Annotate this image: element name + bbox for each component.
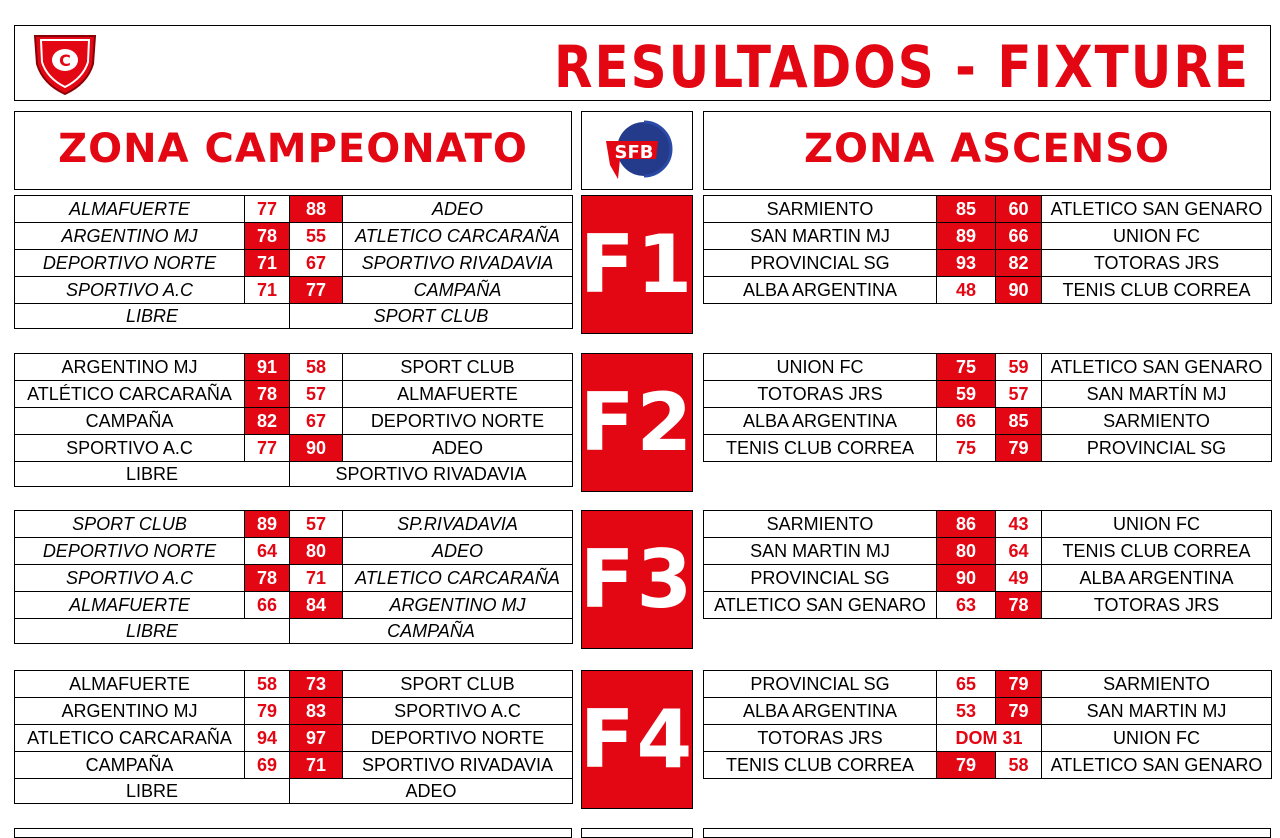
federation-logo: [598, 115, 678, 187]
away-team: ATLETICO CARCARAÑA: [343, 565, 573, 592]
away-score: 60: [996, 196, 1042, 223]
away-team: SAN MARTÍN MJ: [1042, 381, 1272, 408]
home-team: ALMAFUERTE: [15, 671, 245, 698]
home-score: 69: [245, 752, 290, 779]
match-row: [15, 671, 573, 698]
home-team: ALMAFUERTE: [15, 196, 245, 223]
away-team: SPORT CLUB: [343, 671, 573, 698]
home-team: ARGENTINO MJ: [15, 698, 245, 725]
home-score: 90: [937, 565, 996, 592]
home-score: 66: [245, 592, 290, 619]
away-team: SPORTIVO A.C: [343, 698, 573, 725]
libre-table-f1: [14, 303, 573, 329]
club-shield-logo: [29, 30, 101, 96]
match-row: [704, 435, 1272, 462]
home-team: TENIS CLUB CORREA: [704, 435, 937, 462]
libre-label: LIBRE: [15, 779, 290, 804]
home-score: 77: [245, 196, 290, 223]
match-row: [15, 277, 573, 304]
home-score: 75: [937, 354, 996, 381]
away-team: ATLETICO CARCARAÑA: [343, 223, 573, 250]
away-team: SARMIENTO: [1042, 671, 1272, 698]
zona-ascenso-title: ZONA ASCENSO: [803, 126, 1171, 172]
away-team: ARGENTINO MJ: [343, 592, 573, 619]
round-label-f2: F2: [581, 353, 693, 492]
home-team: TOTORAS JRS: [704, 381, 937, 408]
home-team: SPORTIVO A.C: [15, 435, 245, 462]
libre-team: ADEO: [290, 779, 573, 804]
home-team: SAN MARTIN MJ: [704, 223, 937, 250]
away-team: PROVINCIAL SG: [1042, 435, 1272, 462]
away-team: SARMIENTO: [1042, 408, 1272, 435]
home-score: 89: [245, 511, 290, 538]
home-team: DEPORTIVO NORTE: [15, 250, 245, 277]
home-score: 77: [245, 435, 290, 462]
away-score: 67: [290, 250, 343, 277]
away-score: 64: [996, 538, 1042, 565]
home-team: PROVINCIAL SG: [704, 671, 937, 698]
away-team: SPORTIVO RIVADAVIA: [343, 752, 573, 779]
home-score: 63: [937, 592, 996, 619]
away-score: 79: [996, 671, 1042, 698]
match-row: [704, 196, 1272, 223]
match-row: [704, 354, 1272, 381]
home-team: DEPORTIVO NORTE: [15, 538, 245, 565]
federation-logo-box: [581, 111, 693, 190]
match-row: [15, 250, 573, 277]
libre-label: LIBRE: [15, 619, 290, 644]
page-title: RESULTADOS - FIXTURE: [553, 34, 1250, 101]
away-team: ADEO: [343, 538, 573, 565]
away-team: TOTORAS JRS: [1042, 592, 1272, 619]
home-score: 58: [245, 671, 290, 698]
away-score: 79: [996, 698, 1042, 725]
match-row: [15, 354, 573, 381]
match-row: [15, 223, 573, 250]
home-team: CAMPAÑA: [15, 408, 245, 435]
home-team: CAMPAÑA: [15, 752, 245, 779]
match-row: [704, 277, 1272, 304]
match-row: [15, 381, 573, 408]
round-label-f3: F3: [581, 510, 693, 649]
home-score: 53: [937, 698, 996, 725]
home-score: 71: [245, 250, 290, 277]
libre-row: [15, 619, 573, 644]
campeonato-table-f3: [14, 510, 573, 619]
home-team: SPORT CLUB: [15, 511, 245, 538]
club-logo-letter: C: [59, 51, 71, 70]
campeonato-table-f2: [14, 353, 573, 462]
away-team: ATLETICO SAN GENARO: [1042, 196, 1272, 223]
next-round-stub-right: [703, 828, 1271, 838]
ascenso-table-f4: [703, 670, 1272, 779]
away-score: 58: [996, 752, 1042, 779]
match-row: [15, 408, 573, 435]
match-row: [15, 565, 573, 592]
match-row: [15, 435, 573, 462]
home-team: ATLÉTICO CARCARAÑA: [15, 381, 245, 408]
match-row: [15, 725, 573, 752]
match-row: [704, 725, 1272, 752]
home-team: TENIS CLUB CORREA: [704, 752, 937, 779]
home-score: 86: [937, 511, 996, 538]
home-team: ALBA ARGENTINA: [704, 277, 937, 304]
away-team: UNION FC: [1042, 223, 1272, 250]
away-team: TENIS CLUB CORREA: [1042, 538, 1272, 565]
home-score: 79: [245, 698, 290, 725]
away-score: 78: [996, 592, 1042, 619]
away-score: 82: [996, 250, 1042, 277]
away-score: 67: [290, 408, 343, 435]
home-team: SARMIENTO: [704, 196, 937, 223]
away-score: 57: [290, 381, 343, 408]
libre-team: SPORTIVO RIVADAVIA: [290, 462, 573, 487]
away-score: 85: [996, 408, 1042, 435]
header-banner: [14, 25, 1271, 101]
away-team: TENIS CLUB CORREA: [1042, 277, 1272, 304]
away-score: 79: [996, 435, 1042, 462]
away-score: 88: [290, 196, 343, 223]
libre-team: SPORT CLUB: [290, 304, 573, 329]
away-team: ALBA ARGENTINA: [1042, 565, 1272, 592]
away-score: 90: [996, 277, 1042, 304]
match-row: [704, 565, 1272, 592]
match-row: [15, 511, 573, 538]
home-score: 79: [937, 752, 996, 779]
home-team: ARGENTINO MJ: [15, 223, 245, 250]
away-team: DEPORTIVO NORTE: [343, 725, 573, 752]
home-team: ATLETICO CARCARAÑA: [15, 725, 245, 752]
home-team: PROVINCIAL SG: [704, 250, 937, 277]
away-team: ATLETICO SAN GENARO: [1042, 752, 1272, 779]
away-team: TOTORAS JRS: [1042, 250, 1272, 277]
libre-label: LIBRE: [15, 462, 290, 487]
away-team: CAMPAÑA: [343, 277, 573, 304]
libre-row: [15, 304, 573, 329]
zona-ascenso-header: [703, 111, 1271, 190]
home-score: 80: [937, 538, 996, 565]
next-round-stub-left: [14, 828, 572, 838]
match-row: [704, 250, 1272, 277]
away-team: SPORTIVO RIVADAVIA: [343, 250, 573, 277]
match-row: [15, 538, 573, 565]
libre-label: LIBRE: [15, 304, 290, 329]
home-team: SPORTIVO A.C: [15, 277, 245, 304]
away-score: 57: [996, 381, 1042, 408]
match-row: [704, 511, 1272, 538]
home-score: 82: [245, 408, 290, 435]
away-score: 71: [290, 752, 343, 779]
match-row: [704, 752, 1272, 779]
round-label-f1: F1: [581, 195, 693, 334]
away-team: ATLETICO SAN GENARO: [1042, 354, 1272, 381]
away-team: ALMAFUERTE: [343, 381, 573, 408]
match-row: [704, 408, 1272, 435]
ascenso-table-f1: [703, 195, 1272, 304]
home-score: 89: [937, 223, 996, 250]
ascenso-table-f3: [703, 510, 1272, 619]
match-row: [704, 592, 1272, 619]
away-score: 66: [996, 223, 1042, 250]
away-score: 58: [290, 354, 343, 381]
home-score: 66: [937, 408, 996, 435]
home-score: 93: [937, 250, 996, 277]
match-row: [704, 698, 1272, 725]
away-score: 59: [996, 354, 1042, 381]
away-score: 84: [290, 592, 343, 619]
match-row: [704, 223, 1272, 250]
next-round-stub-mid: [581, 828, 693, 838]
home-score: 59: [937, 381, 996, 408]
libre-row: [15, 779, 573, 804]
away-team: ADEO: [343, 196, 573, 223]
home-score: 71: [245, 277, 290, 304]
home-score: 75: [937, 435, 996, 462]
match-row: [15, 592, 573, 619]
ascenso-table-f2: [703, 353, 1272, 462]
federation-logo-text: SFB: [614, 142, 654, 163]
home-team: ARGENTINO MJ: [15, 354, 245, 381]
away-score: 71: [290, 565, 343, 592]
match-row: [704, 671, 1272, 698]
match-row: [15, 698, 573, 725]
home-score: 48: [937, 277, 996, 304]
home-team: SARMIENTO: [704, 511, 937, 538]
libre-table-f2: [14, 461, 573, 487]
home-team: SAN MARTIN MJ: [704, 538, 937, 565]
zona-campeonato-header: [14, 111, 572, 190]
match-row: [704, 381, 1272, 408]
away-team: SAN MARTIN MJ: [1042, 698, 1272, 725]
home-score: 78: [245, 223, 290, 250]
round-label-f4: F4: [581, 670, 693, 809]
home-team: ALMAFUERTE: [15, 592, 245, 619]
home-score: 94: [245, 725, 290, 752]
libre-team: CAMPAÑA: [290, 619, 573, 644]
campeonato-table-f4: [14, 670, 573, 779]
away-team: DEPORTIVO NORTE: [343, 408, 573, 435]
home-score: 91: [245, 354, 290, 381]
home-score: 65: [937, 671, 996, 698]
campeonato-table-f1: [14, 195, 573, 304]
match-row: [704, 538, 1272, 565]
match-row: [15, 752, 573, 779]
home-team: PROVINCIAL SG: [704, 565, 937, 592]
away-score: 80: [290, 538, 343, 565]
home-score: 64: [245, 538, 290, 565]
away-team: UNION FC: [1042, 511, 1272, 538]
home-team: ALBA ARGENTINA: [704, 408, 937, 435]
away-team: SP.RIVADAVIA: [343, 511, 573, 538]
away-score: 97: [290, 725, 343, 752]
away-team: ADEO: [343, 435, 573, 462]
away-team: UNION FC: [1042, 725, 1272, 752]
home-team: SPORTIVO A.C: [15, 565, 245, 592]
away-score: 77: [290, 277, 343, 304]
away-score: 73: [290, 671, 343, 698]
match-row: [15, 196, 573, 223]
away-score: 83: [290, 698, 343, 725]
away-score: 43: [996, 511, 1042, 538]
home-team: UNION FC: [704, 354, 937, 381]
libre-table-f4: [14, 778, 573, 804]
libre-row: [15, 462, 573, 487]
scheduled-date: DOM 31: [937, 725, 1042, 752]
away-team: SPORT CLUB: [343, 354, 573, 381]
away-score: 57: [290, 511, 343, 538]
home-score: 85: [937, 196, 996, 223]
home-score: 78: [245, 381, 290, 408]
home-team: ALBA ARGENTINA: [704, 698, 937, 725]
away-score: 49: [996, 565, 1042, 592]
home-score: 78: [245, 565, 290, 592]
zona-campeonato-title: ZONA CAMPEONATO: [58, 126, 528, 172]
libre-table-f3: [14, 618, 573, 644]
away-score: 90: [290, 435, 343, 462]
home-team: TOTORAS JRS: [704, 725, 937, 752]
home-team: ATLETICO SAN GENARO: [704, 592, 937, 619]
away-score: 55: [290, 223, 343, 250]
